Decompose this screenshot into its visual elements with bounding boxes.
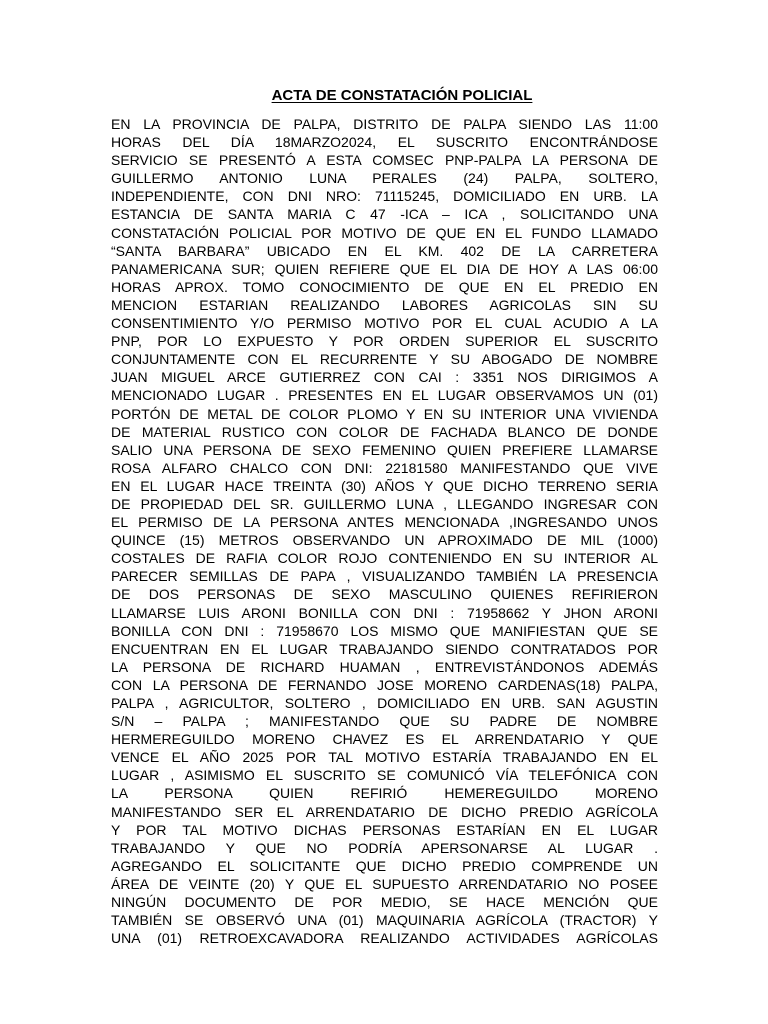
body-line: BONILLA CON DNI : 71958670 LOS MISMO QUE MANIFIESTAN QUE SE <box>111 622 658 639</box>
body-line: LUGAR , ASIMISMO EL SUSCRITO SE COMUNICÓ VÍA TELEFÓNICA CON <box>111 767 658 784</box>
body-line: PNP, POR LO EXPUESTO Y POR ORDEN SUPERIOR EL SUSCRITO <box>111 333 658 350</box>
body-line: CONSENTIMIENTO Y/O PERMISO MOTIVO POR EL CUAL ACUDIO A LA <box>111 315 658 332</box>
body-line: SERVICIO SE PRESENTÓ A ESTA COMSEC PNP-PALPA LA PERSONA DE <box>111 152 658 169</box>
document-body <box>111 115 658 947</box>
body-line: PANAMERICANA SUR; QUIEN REFIERE QUE EL DIA DE HOY A LAS 06:00 <box>111 260 658 277</box>
body-line: INDEPENDIENTE, CON DNI NRO: 71115245, DOMICILIADO EN URB. LA <box>111 188 658 205</box>
body-line: PALPA , AGRICULTOR, SOLTERO , DOMICILIADO EN URB. SAN AGUSTIN <box>111 695 658 711</box>
body-line: LA PERSONA QUIEN REFIRIÓ HEMEREGUILDO MORENO <box>111 785 658 802</box>
body-line: AGREGANDO EL SOLICITANTE QUE DICHO PREDIO COMPRENDE UN <box>111 857 658 874</box>
body-line: EN EL LUGAR HACE TREINTA (30) AÑOS Y QUE DICHO TERRENO SERIA <box>111 477 658 494</box>
body-line: MENCIONADO LUGAR . PRESENTES EN EL LUGAR OBSERVAMOS UN (01) <box>111 387 658 404</box>
body-line: EL PERMISO DE LA PERSONA ANTES MENCIONADA ,INGRESANDO UNOS <box>111 514 658 531</box>
body-line: SALIO UNA PERSONA DE SEXO FEMENINO QUIEN PREFIERE LLAMARSE <box>111 441 658 458</box>
body-line: CONSTATACIÓN POLICIAL POR MOTIVO DE QUE EN EL FUNDO LLAMADO <box>111 224 658 241</box>
body-line: ÁREA DE VEINTE (20) Y QUE EL SUPUESTO ARRENDATARIO NO POSEE <box>111 875 658 892</box>
body-line: JUAN MIGUEL ARCE GUTIERREZ CON CAI : 3351 NOS DIRIGIMOS A <box>111 369 658 386</box>
body-line: MENCION ESTARIAN REALIZANDO LABORES AGRICOLAS SIN SU <box>111 296 658 313</box>
body-line: COSTALES DE RAFIA COLOR ROJO CONTENIENDO EN SU INTERIOR AL <box>111 550 658 567</box>
body-line: “SANTA BARBARA” UBICADO EN EL KM. 402 DE LA CARRETERA <box>111 242 658 259</box>
body-line: QUINCE (15) METROS OBSERVANDO UN APROXIMADO DE MIL (1000) <box>111 532 658 549</box>
body-line: GUILLERMO ANTONIO LUNA PERALES (24) PALPA, SOLTERO, <box>111 170 658 187</box>
body-line: ENCUENTRAN EN EL LUGAR TRABAJANDO SIENDO CONTRATADOS POR <box>111 640 658 657</box>
body-line: ROSA ALFARO CHALCO CON DNI: 22181580 MANIFESTANDO QUE VIVE <box>111 459 658 476</box>
document-title: ACTA DE CONSTATACIÓN POLICIAL <box>271 87 533 104</box>
body-line: LA PERSONA DE RICHARD HUAMAN , ENTREVISTÁNDONOS ADEMÁS <box>111 658 658 675</box>
body-line: TAMBIÉN SE OBSERVÓ UNA (01) MAQUINARIA AGRÍCOLA (TRACTOR) Y <box>111 912 658 929</box>
body-line: DE DOS PERSONAS DE SEXO MASCULINO QUIENES REFIRIERON <box>111 586 658 603</box>
body-line: PARECER SEMILLAS DE PAPA , VISUALIZANDO TAMBIÉN LA PRESENCIA <box>111 568 658 585</box>
body-line: HERMEREGUILDO MORENO CHAVEZ ES EL ARRENDATARIO Y QUE <box>111 731 658 748</box>
body-line: ESTANCIA DE SANTA MARIA C 47 -ICA – ICA , SOLICITANDO UNA <box>111 206 658 223</box>
body-line: CON LA PERSONA DE FERNANDO JOSE MORENO CARDENAS(18) PALPA, <box>111 676 658 693</box>
body-line: UNA (01) RETROEXCAVADORA REALIZANDO ACTIVIDADES AGRÍCOLAS <box>111 930 658 947</box>
body-line: CONJUNTAMENTE CON EL RECURRENTE Y SU ABOGADO DE NOMBRE <box>111 351 658 368</box>
body-line: PORTÓN DE METAL DE COLOR PLOMO Y EN SU INTERIOR UNA VIVIENDA <box>111 405 658 422</box>
body-line: Y POR TAL MOTIVO DICHAS PERSONAS ESTARÍAN EN EL LUGAR <box>111 821 658 838</box>
body-line: HORAS APROX. TOMO CONOCIMIENTO DE QUE EN EL PREDIO EN <box>111 278 658 295</box>
body-line: VENCE EL AÑO 2025 POR TAL MOTIVO ESTARÍA TRABAJANDO EN EL <box>111 749 658 766</box>
body-line: MANIFESTANDO SER EL ARRENDATARIO DE DICHO PREDIO AGRÍCOLA <box>111 803 658 820</box>
body-line: HORAS DEL DÍA 18MARZO2024, EL SUSCRITO ENCONTRÁNDOSE <box>111 134 658 151</box>
body-line: S/N – PALPA ; MANIFESTANDO QUE SU PADRE DE NOMBRE <box>111 713 658 730</box>
body-line: TRABAJANDO Y QUE NO PODRÍA APERSONARSE AL LUGAR . <box>111 839 658 856</box>
body-line: LLAMARSE LUIS ARONI BONILLA CON DNI : 71958662 Y JHON ARONI <box>111 604 658 621</box>
body-line: NINGÚN DOCUMENTO DE POR MEDIO, SE HACE MENCIÓN QUE <box>111 894 658 911</box>
body-line: DE PROPIEDAD DEL SR. GUILLERMO LUNA , LLEGANDO INGRESAR CON <box>111 495 658 512</box>
body-line: EN LA PROVINCIA DE PALPA, DISTRITO DE PALPA SIENDO LAS 11:00 <box>111 116 658 132</box>
body-line: DE MATERIAL RUSTICO CON COLOR DE FACHADA BLANCO DE DONDE <box>111 423 658 440</box>
